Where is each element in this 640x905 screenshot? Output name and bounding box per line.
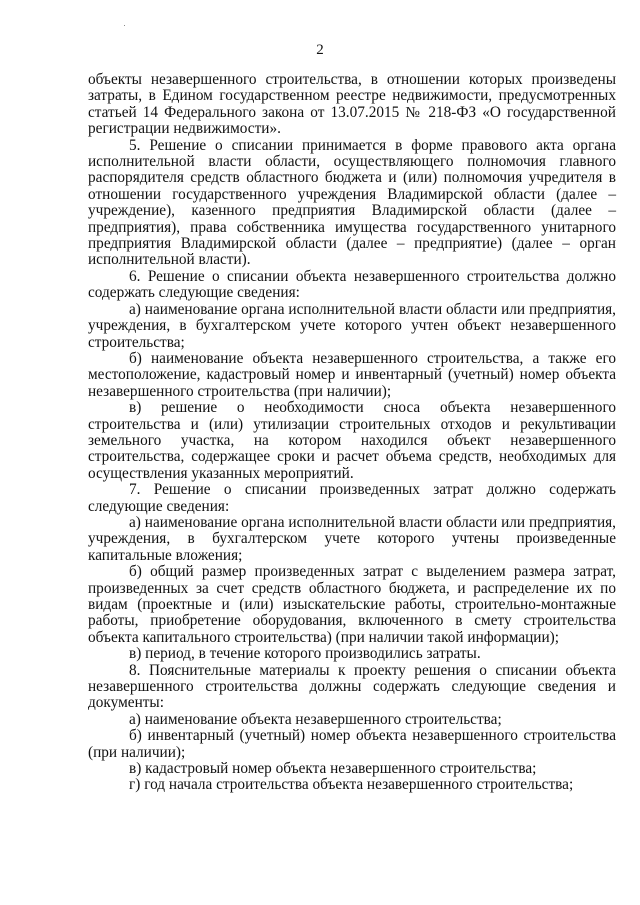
paragraph-7b: б) общий размер произведенных затрат с выделением размера затрат, произведенных за счет средств областного бюджета, и распределение их по видам (проектные и (или) изыскательские работы, строительно-монтажные работы, приобретение оборудования, включенного в смету строительства объекта капитального строительства) (при наличии такой информации); bbox=[88, 563, 616, 646]
paragraph-6v: в) решение о необходимости сноса объекта незавершенного строительства и (или) утилизации строительных отходов и рекультивации земельного участка, на котором находился объект незавершенного строительства, содержащее сроки и расчет объема средств, необходимых для осуществления указанных мероприятий. bbox=[88, 399, 616, 482]
paragraph-8v: в) кадастровый номер объекта незавершенного строительства; bbox=[129, 760, 537, 778]
paragraph-item-5: 5. Решение о списании принимается в форме правового акта органа исполнительной власти области, осуществляющего полномочия главного распорядителя средств областного бюджета и (или) полномочия учредителя в отношении государственного учреждения Владимирской области (далее – учреждение), казенного предприятия Владимирской области (далее – предприятия), права собственника имущества государственного унитарного предприятия Владимирской области (далее – предприятие) (далее – орган исполнительной власти). bbox=[88, 136, 616, 269]
scan-speck bbox=[124, 25, 125, 26]
paragraph-item-7: 7. Решение о списании произведенных затрат должно содержать следующие сведения: bbox=[88, 481, 616, 515]
paragraph-item-8: 8. Пояснительные материалы к проекту решения о списании объекта незавершенного строительства должны содержать следующие сведения и документы: bbox=[88, 661, 616, 712]
paragraph-6b: б) наименование объекта незавершенного строительства, а также его местоположение, кадастровый номер и инвентарный (учетный) номер объекта незавершенного строительства (при наличии); bbox=[88, 349, 616, 400]
paragraph-item-6: 6. Решение о списании объекта незавершенного строительства должно содержать следующие сведения: bbox=[88, 267, 616, 302]
page-number: 2 bbox=[316, 42, 324, 58]
paragraph-continuation: объекты незавершенного строительства, в отношении которых произведены затраты, в Едином государственном реестре недвижимости, предусмотренных статьей 14 Федерального закона от 13.07.2015 № 218-ФЗ «О государственной регистрации недвижимости». bbox=[88, 71, 616, 138]
paragraph-8g: г) год начала строительства объекта незавершенного строительства; bbox=[129, 776, 574, 794]
paragraph-7a: а) наименование органа исполнительной власти области или предприятия, учреждения, в бухгалтерском учете которого учтены произведенные капитальные вложения; bbox=[88, 513, 616, 564]
paragraph-6a: а) наименование органа исполнительной власти области или предприятия, учреждения, в бухгалтерском учете которого учтен объект незавершенного строительства; bbox=[88, 300, 616, 351]
paragraph-8b: б) инвентарный (учетный) номер объекта незавершенного строительства (при наличии); bbox=[88, 727, 616, 761]
paragraph-7v: в) период, в течение которого производились затраты. bbox=[129, 645, 481, 663]
document-body bbox=[88, 72, 616, 794]
paragraph-8a: а) наименование объекта незавершенного строительства; bbox=[129, 710, 502, 728]
